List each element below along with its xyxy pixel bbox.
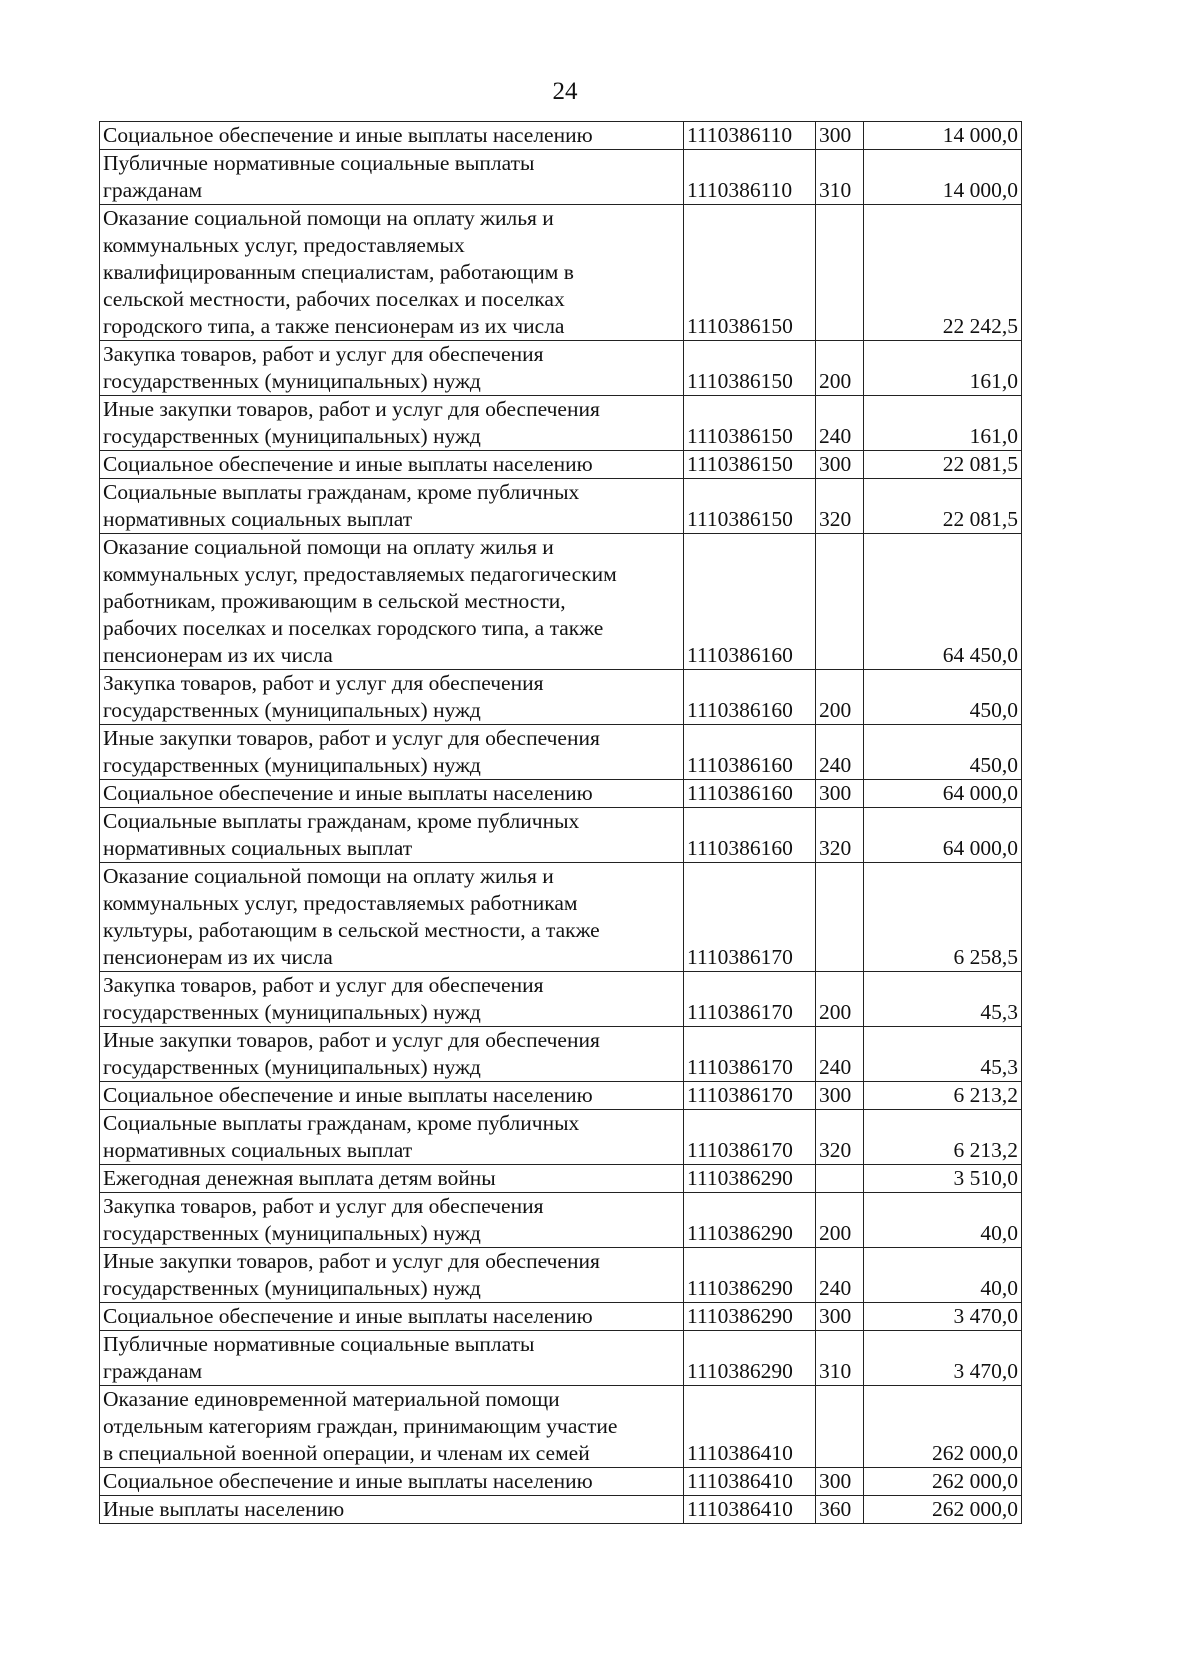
- row-code: 1110386160: [684, 808, 816, 863]
- row-type: 360: [816, 1496, 864, 1524]
- row-code: 1110386290: [684, 1331, 816, 1386]
- row-code: 1110386150: [684, 205, 816, 341]
- row-type: [816, 205, 864, 341]
- table-row: [100, 534, 1022, 670]
- row-amount: 3 470,0: [864, 1303, 1022, 1331]
- page-number: 24: [552, 78, 578, 105]
- table-row: [100, 1193, 1022, 1248]
- row-code: 1110386110: [684, 122, 816, 150]
- row-amount: 22 242,5: [864, 205, 1022, 341]
- row-amount: 14 000,0: [864, 150, 1022, 205]
- row-name: Закупка товаров, работ и услуг для обеспечения государственных (муниципальных) нужд: [100, 670, 684, 725]
- row-amount: 3 510,0: [864, 1165, 1022, 1193]
- table-row: [100, 1496, 1022, 1524]
- row-type: 320: [816, 1110, 864, 1165]
- row-amount: 22 081,5: [864, 451, 1022, 479]
- row-type: 240: [816, 1027, 864, 1082]
- table-row: [100, 670, 1022, 725]
- table-row: [100, 205, 1022, 341]
- row-name: Иные закупки товаров, работ и услуг для обеспечения государственных (муниципальных) нужд: [100, 396, 684, 451]
- row-amount: 161,0: [864, 396, 1022, 451]
- row-type: 320: [816, 479, 864, 534]
- row-amount: 262 000,0: [864, 1386, 1022, 1468]
- row-code: 1110386170: [684, 972, 816, 1027]
- row-name: Социальное обеспечение и иные выплаты населению: [100, 1082, 684, 1110]
- row-name: Ежегодная денежная выплата детям войны: [100, 1165, 684, 1193]
- table-row: [100, 150, 1022, 205]
- row-name: Оказание социальной помощи на оплату жилья и коммунальных услуг, предоставляемых педагогическим работникам, проживающим в сельской местности, рабочих поселках и поселках городского типа, а также пенсионерам из их числа: [100, 534, 684, 670]
- row-amount: 64 000,0: [864, 808, 1022, 863]
- row-code: 1110386410: [684, 1468, 816, 1496]
- row-type: 300: [816, 780, 864, 808]
- row-name: Социальное обеспечение и иные выплаты населению: [100, 122, 684, 150]
- row-type: 200: [816, 1193, 864, 1248]
- row-code: 1110386150: [684, 341, 816, 396]
- row-amount: 450,0: [864, 670, 1022, 725]
- row-type: 300: [816, 451, 864, 479]
- row-amount: 45,3: [864, 1027, 1022, 1082]
- row-amount: 450,0: [864, 725, 1022, 780]
- row-type: 300: [816, 1303, 864, 1331]
- table-row: [100, 1468, 1022, 1496]
- row-code: 1110386150: [684, 479, 816, 534]
- row-amount: 14 000,0: [864, 122, 1022, 150]
- row-name: Закупка товаров, работ и услуг для обеспечения государственных (муниципальных) нужд: [100, 972, 684, 1027]
- row-code: 1110386170: [684, 1027, 816, 1082]
- row-amount: 6 213,2: [864, 1082, 1022, 1110]
- row-type: 300: [816, 122, 864, 150]
- table-row: [100, 972, 1022, 1027]
- row-code: 1110386290: [684, 1248, 816, 1303]
- row-type: 310: [816, 1331, 864, 1386]
- row-type: 300: [816, 1082, 864, 1110]
- row-code: 1110386150: [684, 396, 816, 451]
- row-name: Оказание единовременной материальной помощи отдельным категориям граждан, принимающим участие в специальной военной операции, и членам их семей: [100, 1386, 684, 1468]
- row-amount: 64 450,0: [864, 534, 1022, 670]
- row-code: 1110386170: [684, 1110, 816, 1165]
- row-name: Иные закупки товаров, работ и услуг для обеспечения государственных (муниципальных) нужд: [100, 725, 684, 780]
- row-amount: 40,0: [864, 1193, 1022, 1248]
- table-row: [100, 1303, 1022, 1331]
- table-row: [100, 1165, 1022, 1193]
- row-amount: 64 000,0: [864, 780, 1022, 808]
- row-name: Социальные выплаты гражданам, кроме публичных нормативных социальных выплат: [100, 1110, 684, 1165]
- row-type: [816, 534, 864, 670]
- row-name: Публичные нормативные социальные выплаты гражданам: [100, 1331, 684, 1386]
- row-amount: 45,3: [864, 972, 1022, 1027]
- table-row: [100, 341, 1022, 396]
- table-row: [100, 479, 1022, 534]
- table-row: [100, 1331, 1022, 1386]
- row-code: 1110386160: [684, 780, 816, 808]
- table-row: [100, 451, 1022, 479]
- table-row: [100, 122, 1022, 150]
- row-code: 1110386170: [684, 1082, 816, 1110]
- row-type: 200: [816, 670, 864, 725]
- row-amount: 262 000,0: [864, 1468, 1022, 1496]
- row-name: Иные закупки товаров, работ и услуг для обеспечения государственных (муниципальных) нужд: [100, 1248, 684, 1303]
- row-name: Социальное обеспечение и иные выплаты населению: [100, 780, 684, 808]
- row-type: 310: [816, 150, 864, 205]
- row-name: Социальные выплаты гражданам, кроме публичных нормативных социальных выплат: [100, 808, 684, 863]
- row-type: 200: [816, 972, 864, 1027]
- table-row: [100, 1248, 1022, 1303]
- table-row: [100, 863, 1022, 972]
- row-name: Закупка товаров, работ и услуг для обеспечения государственных (муниципальных) нужд: [100, 341, 684, 396]
- table-row: [100, 725, 1022, 780]
- row-amount: 3 470,0: [864, 1331, 1022, 1386]
- row-type: 200: [816, 341, 864, 396]
- row-type: 320: [816, 808, 864, 863]
- table-row: [100, 1082, 1022, 1110]
- table-row: [100, 1027, 1022, 1082]
- row-code: 1110386290: [684, 1303, 816, 1331]
- row-name: Социальные выплаты гражданам, кроме публичных нормативных социальных выплат: [100, 479, 684, 534]
- row-type: 300: [816, 1468, 864, 1496]
- row-code: 1110386170: [684, 863, 816, 972]
- row-code: 1110386160: [684, 725, 816, 780]
- budget-table: [99, 121, 1022, 1524]
- table-row: [100, 808, 1022, 863]
- row-amount: 22 081,5: [864, 479, 1022, 534]
- row-name: Социальное обеспечение и иные выплаты населению: [100, 1468, 684, 1496]
- row-type: [816, 863, 864, 972]
- row-name: Иные выплаты населению: [100, 1496, 684, 1524]
- row-type: [816, 1386, 864, 1468]
- row-code: 1110386150: [684, 451, 816, 479]
- table-row: [100, 1110, 1022, 1165]
- row-code: 1110386160: [684, 670, 816, 725]
- row-name: Публичные нормативные социальные выплаты гражданам: [100, 150, 684, 205]
- row-amount: 40,0: [864, 1248, 1022, 1303]
- row-name: Закупка товаров, работ и услуг для обеспечения государственных (муниципальных) нужд: [100, 1193, 684, 1248]
- row-name: Социальное обеспечение и иные выплаты населению: [100, 451, 684, 479]
- row-amount: 161,0: [864, 341, 1022, 396]
- table-row: [100, 780, 1022, 808]
- row-name: Социальное обеспечение и иные выплаты населению: [100, 1303, 684, 1331]
- row-type: 240: [816, 725, 864, 780]
- row-code: 1110386290: [684, 1193, 816, 1248]
- table-row: [100, 396, 1022, 451]
- row-amount: 6 213,2: [864, 1110, 1022, 1165]
- row-name: Оказание социальной помощи на оплату жилья и коммунальных услуг, предоставляемых квалифицированным специалистам, работающим в сельской местности, рабочих поселках и поселках городского типа, а также пенсионерам из их числа: [100, 205, 684, 341]
- row-type: [816, 1165, 864, 1193]
- row-amount: 6 258,5: [864, 863, 1022, 972]
- row-name: Оказание социальной помощи на оплату жилья и коммунальных услуг, предоставляемых работникам культуры, работающим в сельской местности, а также пенсионерам из их числа: [100, 863, 684, 972]
- row-type: 240: [816, 1248, 864, 1303]
- row-code: 1110386410: [684, 1386, 816, 1468]
- row-code: 1110386290: [684, 1165, 816, 1193]
- row-type: 240: [816, 396, 864, 451]
- row-code: 1110386410: [684, 1496, 816, 1524]
- row-amount: 262 000,0: [864, 1496, 1022, 1524]
- table-row: [100, 1386, 1022, 1468]
- budget-table-body: [100, 122, 1022, 1524]
- row-code: 1110386110: [684, 150, 816, 205]
- row-code: 1110386160: [684, 534, 816, 670]
- row-name: Иные закупки товаров, работ и услуг для обеспечения государственных (муниципальных) нужд: [100, 1027, 684, 1082]
